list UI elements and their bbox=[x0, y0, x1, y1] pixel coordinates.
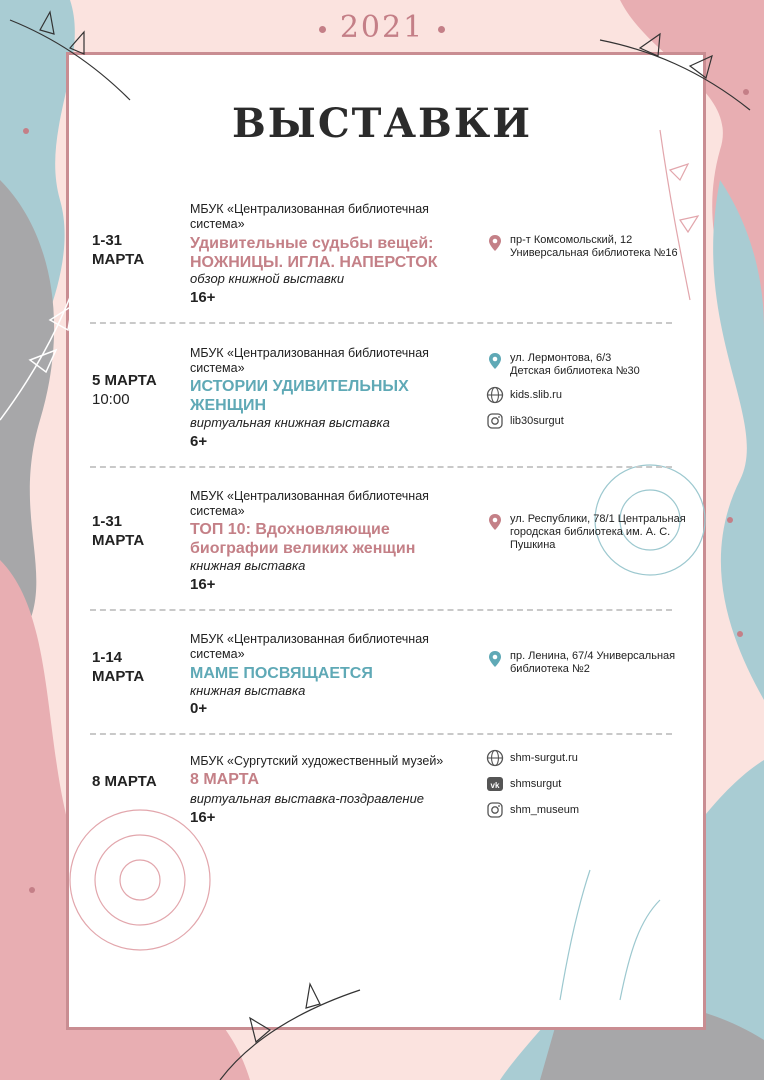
event-organizer: МБУК «Централизованная библиотечная система» bbox=[190, 632, 429, 661]
instagram-link[interactable]: shm_museum bbox=[510, 804, 580, 816]
age-rating: 16+ bbox=[190, 289, 216, 306]
event-date bbox=[92, 371, 157, 409]
globe-icon bbox=[486, 386, 504, 404]
instagram-link[interactable]: lib30surgut bbox=[510, 415, 564, 427]
year-text: 2021 bbox=[339, 10, 425, 45]
event-kind: книжная выставка bbox=[190, 683, 306, 698]
event-organizer: МБУК «Сургутский художественный музей» bbox=[190, 754, 444, 768]
event-date: 1-31 МАРТА bbox=[92, 513, 145, 549]
address-text: ул. Лермонтова, 6/3 Детская библиотека №30 bbox=[510, 352, 640, 377]
vk-row[interactable] bbox=[486, 775, 711, 793]
event-kind: виртуальная выставка-поздравление bbox=[190, 791, 425, 806]
page-title: ВЫСТАВКИ bbox=[231, 100, 533, 147]
instagram-row[interactable] bbox=[486, 412, 711, 430]
divider bbox=[90, 322, 672, 324]
event-info bbox=[486, 650, 711, 684]
event-organizer: МБУК «Централизованная библиотечная система» bbox=[190, 489, 429, 518]
event-title: ТОП 10: Вдохновляющие биографии великих женщин bbox=[190, 521, 416, 557]
instagram-icon bbox=[486, 412, 504, 430]
event-date: 1-31 МАРТА bbox=[92, 232, 145, 268]
address-row bbox=[486, 352, 711, 378]
location-pin-icon bbox=[486, 234, 504, 252]
age-rating: 0+ bbox=[190, 700, 208, 717]
event-title: МАМЕ ПОСВЯЩАЕТСЯ bbox=[190, 665, 373, 682]
website-row[interactable] bbox=[486, 386, 711, 404]
event-organizer: МБУК «Централизованная библиотечная система» bbox=[190, 346, 429, 375]
website-link[interactable]: shm-surgut.ru bbox=[510, 752, 578, 764]
address-row bbox=[486, 513, 711, 552]
instagram-icon bbox=[486, 801, 504, 819]
address-text: пр. Ленина, 67/4 Универсальная библиотека №2 bbox=[510, 650, 676, 675]
event-title: 8 МАРТА bbox=[190, 771, 260, 788]
event-info bbox=[486, 513, 711, 560]
divider bbox=[90, 733, 672, 735]
event-kind: виртуальная книжная выставка bbox=[190, 415, 390, 430]
event-time: 10:00 bbox=[92, 391, 130, 408]
globe-icon bbox=[486, 749, 504, 767]
divider bbox=[90, 609, 672, 611]
event-title: Удивительные судьбы вещей: НОЖНИЦЫ. ИГЛА. НАПЕРСТОК bbox=[190, 235, 438, 271]
event-info bbox=[486, 749, 711, 827]
year-header bbox=[0, 10, 764, 45]
event-info bbox=[486, 352, 711, 438]
website-row[interactable] bbox=[486, 749, 711, 767]
event-date: 8 МАРТА bbox=[92, 773, 157, 790]
instagram-row[interactable] bbox=[486, 801, 711, 819]
event-date: 1-14 МАРТА bbox=[92, 649, 145, 685]
location-pin-icon bbox=[486, 352, 504, 370]
address-text: ул. Республики, 78/1 Центральная городская библиотека им. А. С. Пушкина bbox=[510, 513, 686, 551]
age-rating: 6+ bbox=[190, 433, 208, 450]
location-pin-icon bbox=[486, 650, 504, 668]
address-row bbox=[486, 234, 711, 260]
decor-dot-right bbox=[438, 26, 445, 33]
event-date-text: 5 МАРТА bbox=[92, 372, 157, 389]
address-row bbox=[486, 650, 711, 676]
address-text: пр-т Комсомольский, 12 Универсальная библиотека №16 bbox=[510, 234, 678, 259]
decor-dot-left bbox=[319, 26, 326, 33]
svg-text:vk: vk bbox=[490, 781, 500, 790]
event-organizer: МБУК «Централизованная библиотечная система» bbox=[190, 202, 429, 231]
event-kind: обзор книжной выставки bbox=[190, 271, 345, 286]
location-pin-icon bbox=[486, 513, 504, 531]
divider bbox=[90, 466, 672, 468]
website-link[interactable]: kids.slib.ru bbox=[510, 389, 562, 401]
age-rating: 16+ bbox=[190, 809, 216, 826]
event-title: ИСТОРИИ УДИВИТЕЛЬНЫХ ЖЕНЩИН bbox=[190, 378, 409, 414]
vk-link[interactable]: shmsurgut bbox=[510, 778, 562, 790]
event-info bbox=[486, 234, 711, 268]
age-rating: 16+ bbox=[190, 576, 216, 593]
event-kind: книжная выставка bbox=[190, 558, 306, 573]
vk-icon bbox=[486, 775, 504, 793]
